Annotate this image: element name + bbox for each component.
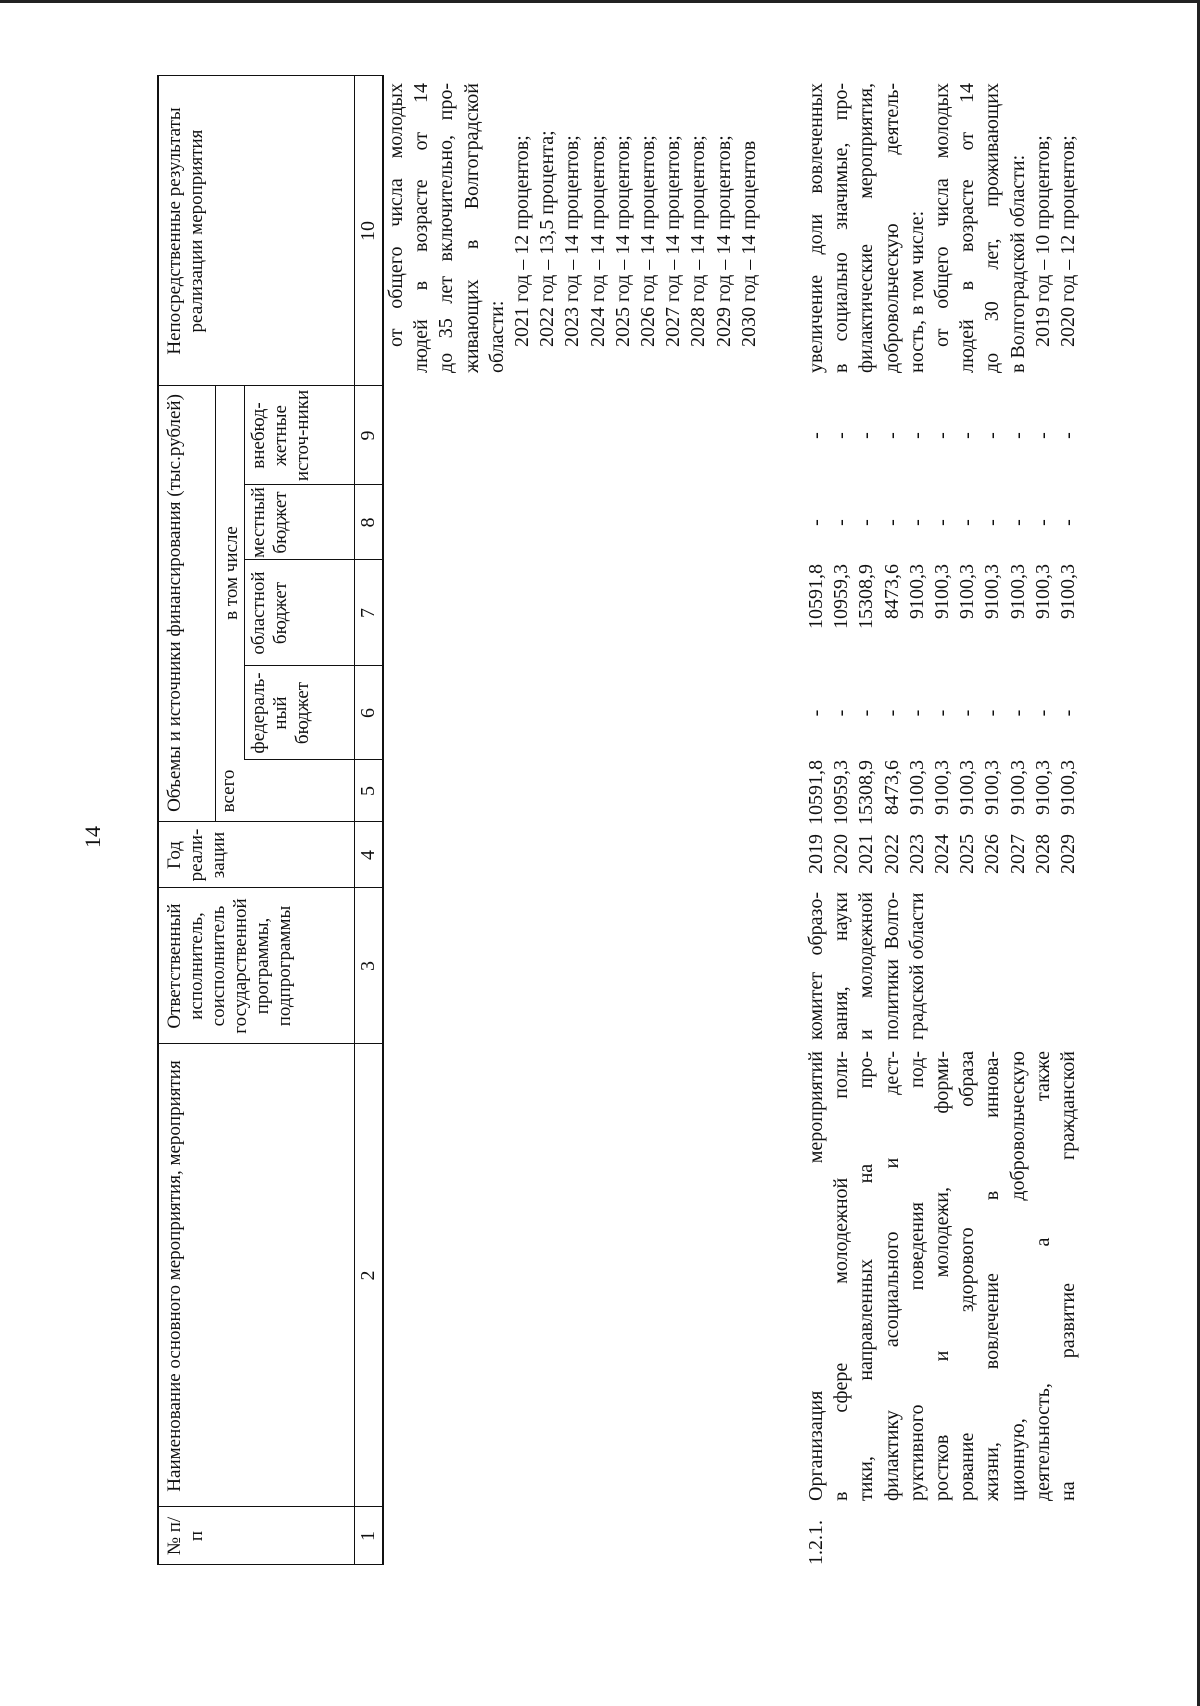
federal-cell: -: [931, 709, 954, 717]
year-cell: 2020: [830, 834, 853, 874]
year-cell: 2025: [956, 834, 979, 874]
executor-line: комитет образо-: [805, 892, 827, 1040]
name-line: деятельность, а также: [1031, 1051, 1054, 1501]
vline-2: [157, 1043, 384, 1044]
row-results: [804, 83, 1081, 373]
table-left-border: [157, 1564, 384, 1565]
year-cell: 2021: [855, 834, 878, 874]
result-line: увеличение доли вовлеченных: [805, 83, 827, 373]
year-cell: 2029: [1057, 834, 1080, 874]
row-executor: [804, 892, 930, 1040]
regional-cell: 9100,3: [931, 564, 954, 619]
total-cell: 10959,3: [830, 760, 853, 825]
name-line: рование здорового образа: [956, 1051, 979, 1501]
result-line: до 35 лет включительно, про-: [435, 83, 458, 373]
extrabudget-cell: -: [855, 432, 878, 439]
federal-cell: -: [805, 709, 827, 717]
result-line: 2019 год – 10 процентов;: [1031, 135, 1054, 347]
result-line: в Волгоградской области:: [1006, 154, 1029, 373]
vline-3: [157, 887, 384, 888]
total-cell: 9100,3: [1057, 760, 1080, 815]
extrabudget-cell: -: [981, 432, 1004, 439]
extrabudget-cell: -: [880, 432, 903, 439]
result-line: добровольческую деятель-: [880, 83, 903, 373]
name-line: тики, направленных на про-: [855, 1051, 878, 1501]
name-line: жизни, вовлечение в иннова-: [981, 1051, 1004, 1501]
year-cell: 2022: [880, 834, 903, 874]
federal-cell: -: [830, 709, 853, 717]
extrabudget-cell: -: [931, 432, 954, 439]
page-number: 14: [80, 826, 105, 848]
federal-cell: -: [880, 709, 903, 717]
local-cell: -: [1031, 519, 1054, 526]
regional-cell: 9100,3: [981, 564, 1004, 619]
executor-line: и молодежной: [855, 892, 878, 1040]
result-line: живающих в Волгоградской: [460, 83, 483, 373]
total-column: [804, 760, 1081, 836]
result-line: 2024 год – 14 процентов;: [586, 135, 609, 347]
extrabudget-cell: -: [805, 432, 827, 439]
extrabudget-cell: -: [956, 432, 979, 439]
result-line: 2027 год – 14 процентов;: [662, 135, 685, 347]
name-line: в сфере молодежной поли-: [830, 1051, 853, 1501]
colnum-3: 3: [357, 961, 379, 971]
name-line: руктивного поведения под-: [905, 1051, 928, 1501]
federal-column: [804, 666, 1081, 760]
extrabudget-column: [804, 386, 1081, 485]
regional-cell: 9100,3: [1031, 564, 1054, 619]
name-line: филактику асоциального и дест-: [880, 1051, 903, 1501]
year-cell: 2023: [905, 834, 928, 874]
row-event-name: [804, 1051, 1081, 1501]
vline-4: [157, 821, 384, 822]
colnum-9: 9: [357, 430, 379, 441]
regional-cell: 15308,9: [855, 564, 878, 629]
year-cell: 2028: [1031, 834, 1054, 874]
local-cell: -: [956, 519, 979, 526]
row-number: 1.2.1.: [805, 1520, 827, 1565]
result-line: 2029 год – 14 процентов;: [712, 135, 735, 347]
regional-cell: 9100,3: [1057, 564, 1080, 619]
colnum-5: 5: [357, 786, 379, 796]
year-cell: 2026: [981, 834, 1004, 874]
header-total: всего: [218, 769, 239, 813]
name-line: ростков и молодежи, форми-: [931, 1051, 954, 1501]
local-cell: -: [981, 519, 1004, 526]
vline-9: [157, 385, 384, 386]
total-cell: 9100,3: [981, 760, 1004, 815]
result-line: до 30 лет, проживающих: [981, 83, 1004, 373]
colnum-6: 6: [357, 708, 379, 718]
regional-cell: 9100,3: [1006, 564, 1029, 619]
header-funding-group: Объемы и источники финансирования (тыс.рублей): [164, 394, 185, 812]
year-cell: 2024: [931, 834, 954, 874]
local-cell: -: [805, 519, 827, 526]
regional-cell: 10959,3: [830, 564, 853, 629]
header-federal: федераль-ный бюджет: [248, 672, 313, 754]
name-line: ционную, добровольческую: [1006, 1051, 1029, 1501]
table-right-border: [157, 75, 384, 76]
result-line: 2021 год – 12 процентов;: [511, 135, 534, 347]
header-local: местный бюджет: [248, 487, 291, 558]
federal-cell: -: [855, 709, 878, 717]
result-line: 2025 год – 14 процентов;: [611, 135, 634, 347]
federal-cell: -: [1057, 709, 1080, 717]
executor-line: вания, науки: [830, 892, 853, 1040]
colnum-2: 2: [357, 1270, 379, 1281]
colnum-1: 1: [357, 1531, 379, 1541]
vline-1: [157, 1506, 384, 1507]
total-cell: 10591,8: [805, 760, 827, 825]
header-extrabudget: внебюд-жетные источ-ники: [248, 389, 313, 482]
result-line: 2026 год – 14 процентов;: [637, 135, 660, 347]
header-number: № п/п: [164, 1516, 207, 1556]
local-column: [804, 485, 1081, 560]
colnum-4: 4: [357, 850, 379, 860]
result-line: ность, в том числе:: [905, 210, 928, 373]
local-cell: -: [1057, 519, 1080, 526]
colnum-8: 8: [357, 517, 379, 528]
total-cell: 8473,6: [880, 760, 903, 815]
prev-row-results: [384, 83, 762, 373]
name-line: на развитие гражданской: [1057, 1051, 1080, 1501]
result-line: 2023 год – 14 процентов;: [561, 135, 584, 347]
header-year: Год реали-зации: [164, 828, 229, 882]
extrabudget-cell: -: [830, 432, 853, 439]
header-regional: областной бюджет: [248, 571, 291, 655]
federal-cell: -: [1031, 709, 1054, 717]
header-including: в том числе: [221, 526, 242, 620]
extrabudget-cell: -: [1006, 432, 1029, 439]
total-cell: 9100,3: [956, 760, 979, 815]
colnum-7: 7: [357, 608, 379, 618]
result-line: 2022 год – 13,5 процента;: [536, 130, 559, 347]
total-cell: 15308,9: [855, 760, 878, 825]
regional-cell: 10591,8: [805, 564, 827, 629]
result-line: в социально значимые, про-: [830, 83, 853, 373]
hline-incl-sub: [244, 386, 245, 760]
executor-line: политики Волго-: [880, 892, 903, 1040]
federal-cell: -: [956, 709, 979, 717]
header-executor: Ответственный исполнитель, соисполнитель государственной программы, подпрограммы: [164, 898, 295, 1034]
local-cell: -: [905, 519, 928, 526]
local-cell: -: [1006, 519, 1029, 526]
result-line: людей в возрасте от 14: [410, 83, 433, 373]
federal-cell: -: [981, 709, 1004, 717]
local-cell: -: [855, 519, 878, 526]
header-event-name: Наименование основного мероприятия, мероприятия: [164, 1060, 185, 1492]
federal-cell: -: [1006, 709, 1029, 717]
result-line: 2028 год – 14 процентов;: [687, 135, 710, 347]
result-line: людей в возрасте от 14: [956, 83, 979, 373]
regional-column: [804, 564, 1081, 666]
result-line: области:: [485, 300, 508, 373]
year-cell: 2019: [805, 834, 827, 874]
extrabudget-cell: -: [1057, 432, 1080, 439]
local-cell: -: [830, 519, 853, 526]
total-cell: 9100,3: [931, 760, 954, 815]
header-results: Непосредственные результаты реализации мероприятия: [164, 107, 207, 355]
name-line: Организация мероприятий: [805, 1051, 827, 1501]
local-cell: -: [931, 519, 954, 526]
extrabudget-cell: -: [1031, 432, 1054, 439]
total-cell: 9100,3: [1031, 760, 1054, 815]
year-cell: 2027: [1006, 834, 1029, 874]
regional-cell: 9100,3: [905, 564, 928, 619]
result-line: филактические мероприятия,: [855, 83, 878, 373]
hline-funding-sub: [215, 386, 216, 822]
result-line: 2020 год – 12 процентов;: [1057, 135, 1080, 347]
total-cell: 9100,3: [1006, 760, 1029, 815]
result-line: от общего числа молодых: [931, 83, 954, 347]
extrabudget-cell: -: [905, 432, 928, 439]
result-line: 2030 год – 14 процентов: [737, 140, 760, 347]
total-cell: 9100,3: [905, 760, 928, 815]
colnum-10: 10: [357, 221, 379, 241]
regional-cell: 9100,3: [956, 564, 979, 619]
result-line: от общего числа молодых: [385, 83, 407, 347]
federal-cell: -: [905, 709, 928, 717]
executor-line: градской области: [905, 892, 928, 1040]
local-cell: -: [880, 519, 903, 526]
regional-cell: 8473,6: [880, 564, 903, 619]
